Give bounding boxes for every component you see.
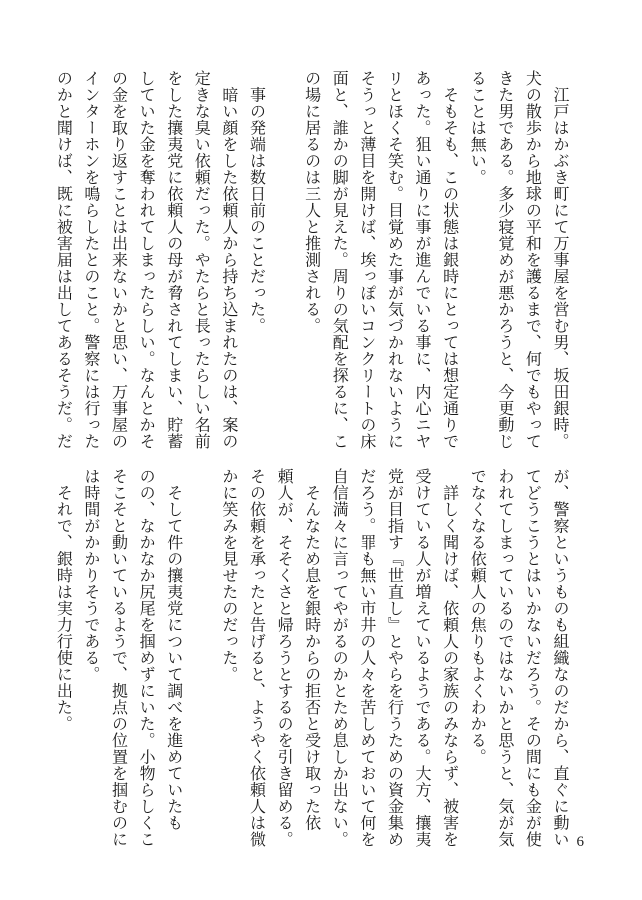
text-line: 頼人が、そそくさと帰ろうとするのを引き留める。 [275,468,295,848]
text-line: 受けている人が増えているようである。大方、攘夷 [413,468,433,848]
text-line: そもそも、この状態は銀時にとっては想定通りで [440,70,460,450]
upper-text-block [54,70,574,450]
text-line: のの、なかなか尻尾を掴めずにいた。小物らしくこ [137,468,157,848]
text-line: そんなため息を銀時からの拒否と受け取った依 [302,468,322,831]
text-line: 自信満々に言ってやがるのかとため息しか出ない。 [330,468,350,848]
text-line: それで、銀時は実力行使に出た。 [54,468,74,732]
text-line: 定きな臭い依頼だった。やたらと長ったらしい名前 [192,70,212,450]
text-line: その依頼を承ったと告げると、ようやく依頼人は微 [247,468,267,848]
text-line: そこそと動いているようで、拠点の位置を掴むのに [109,468,129,848]
text-line: 犬の散歩から地球の平和を護るまで、何でもやって [523,70,543,450]
text-line: が、警察というものも組織なのだから、直ぐに動い [551,468,570,848]
text-line: かに笑みを見せたのだった。 [219,468,239,683]
text-line: の場に居るのは三人と推測される。 [302,70,322,334]
text-line: 事の発端は数日前のことだった。 [247,70,267,334]
text-line: のかと聞けば、既に被害届は出してあるそうだ。だ [54,70,74,450]
text-line: そうっと薄目を開けば、埃っぽいコンクリートの床 [357,70,377,450]
text-line: でなくなる依頼人の焦りもよくわかる。 [468,468,488,765]
text-line: そして件の攘夷党について調べを進めていたも [164,468,184,831]
text-line: 党が目指す『世直し』とやらを行うための資金集め [385,468,405,848]
text-line: てどうこうとはいかないだろう。その間にも金が使 [523,468,543,848]
text-line: リとほくそ笑む。目覚めた事が気づかれないように [385,70,405,450]
text-line: 暗い顔をした依頼人から持ち込まれたのは、案の [219,70,239,450]
text-line: あった。狙い通りに事が進んでいる事に、内心ニヤ [413,70,433,450]
section-break [270,70,298,435]
text-line: われてしまっているのではないかと思うと、気が気 [495,468,515,848]
lower-text-block [54,468,574,848]
text-line: 江戸はかぶき町にて万事屋を営む男、坂田銀時。 [551,70,570,450]
text-line: 詳しく聞けば、依頼人の家族のみならず、被害を [440,468,460,848]
text-line: をした攘夷党に依頼人の母が脅されてしまい、貯蓄 [164,70,184,450]
text-line: きた男である。多少寝覚めが悪かろうと、今更動じ [495,70,515,450]
text-line: インターホンを鳴らしたとのこと。警察には行った [81,70,101,450]
text-line: は時間がかかりそうである。 [81,468,101,683]
text-line: していた金を奪われてしまったらしい。なんとかそ [137,70,157,450]
text-line: の金を取り返すことは出来ないかと思い、万事屋の [109,70,129,450]
page-number: 6 [576,834,584,850]
text-line: ることは無い。 [468,70,488,186]
text-line: だろう。罪も無い市井の人々を苦しめておいて何を [357,468,377,848]
text-line: 面と、誰かの脚が見えた。周りの気配を探るに、こ [330,70,350,450]
section-break [188,468,216,833]
